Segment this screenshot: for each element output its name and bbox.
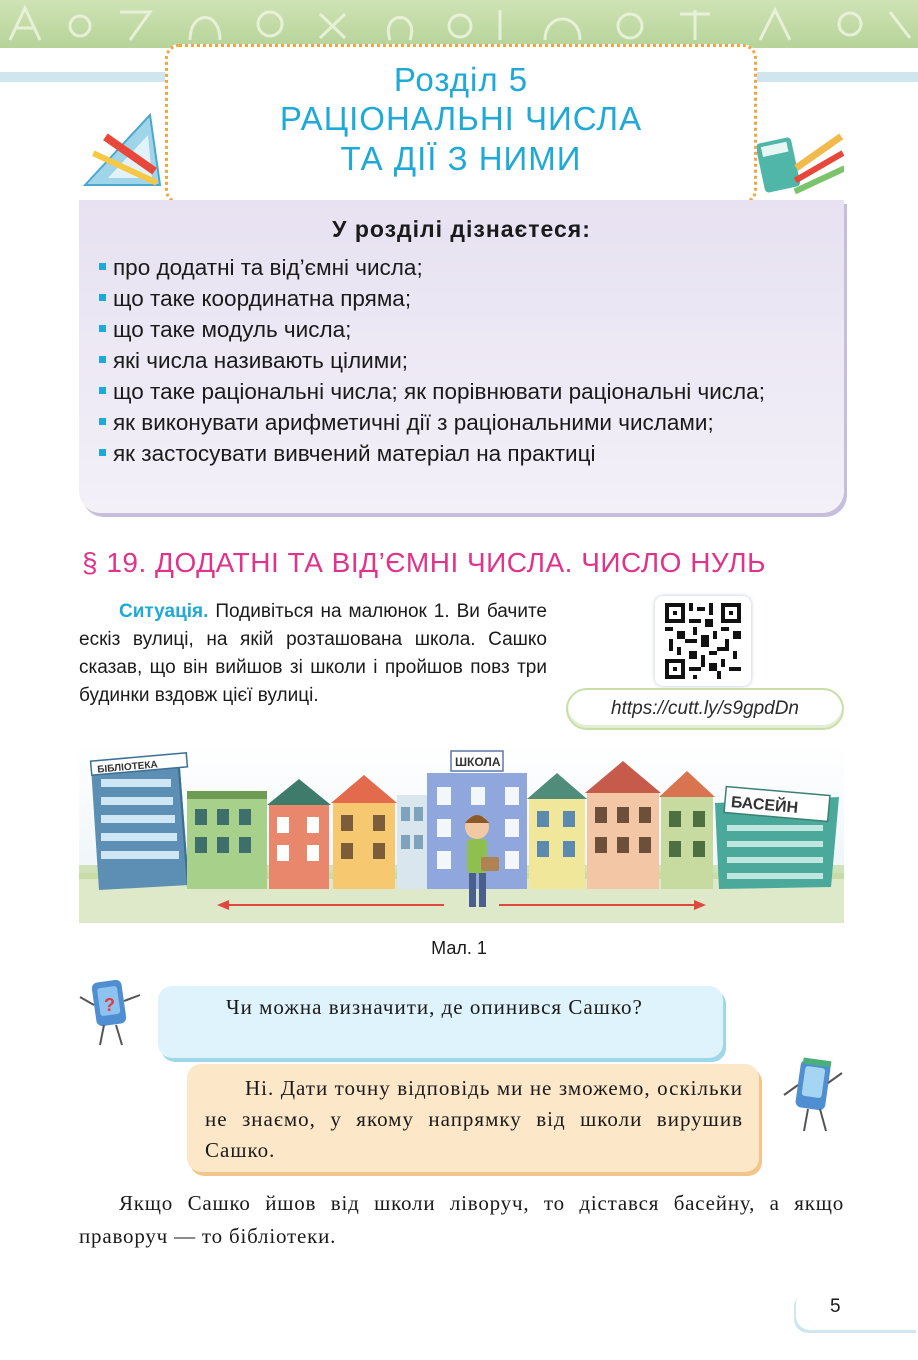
top-decorative-band — [0, 0, 918, 48]
list-item: що таке координатна пряма; — [97, 283, 837, 314]
question-bubble — [158, 986, 723, 1058]
pool-building — [715, 787, 839, 889]
chapter-title-line-2: ТА ДІЇ З НИМИ — [340, 140, 582, 177]
street-illustration — [79, 745, 844, 923]
chapter-title-line-1: РАЦІОНАЛЬНІ ЧИСЛА — [279, 100, 643, 137]
page-number-tab — [796, 1290, 918, 1330]
qr-code[interactable] — [655, 596, 751, 686]
chapter-number: Розділ 5 — [393, 61, 529, 98]
qr-code-icon — [665, 603, 741, 679]
house-row-right — [527, 761, 715, 889]
library-sign: БІБЛІОТЕКА — [96, 759, 159, 776]
learning-outcomes-list — [97, 252, 837, 469]
list-item: які числа називають цілими; — [97, 345, 837, 376]
answer-bubble — [187, 1064, 759, 1172]
answer-character-icon — [780, 1055, 850, 1140]
school-sign: ШКОЛА — [455, 755, 501, 769]
figure-caption: Мал. 1 — [431, 938, 487, 958]
list-item: як виконувати арифметичні дії з раціональними числами; — [97, 407, 837, 438]
learning-outcomes-box — [79, 200, 844, 513]
question-text: Чи можна визначити, де опинився Сашко? — [226, 995, 643, 1019]
list-item: про додатні та від’ємні числа; — [97, 252, 837, 283]
math-doodles-decoration — [0, 0, 918, 48]
situation-text: Подивіться на малюнок 1. Ви бачите ескіз вулиці, на якій розташована школа. Сашко сказав, що він вийшов зі школи і пройшов повз три будинки вздовж цієї вулиці. — [79, 601, 547, 706]
pool-sign: БАСЕЙН — [730, 794, 799, 817]
page-number: 5 — [830, 1296, 841, 1317]
ruler-triangle-icon — [80, 110, 170, 195]
situation-paragraph — [79, 598, 547, 710]
calculator-pencils-icon — [752, 110, 844, 200]
closing-paragraph — [79, 1187, 844, 1253]
situation-label: Ситуація. — [119, 601, 209, 622]
question-character-icon — [78, 975, 148, 1055]
section-title: § 19. ДОДАТНІ ТА ВІД’ЄМНІ ЧИСЛА. ЧИСЛО НУЛЬ — [82, 547, 767, 578]
library-building — [91, 753, 189, 890]
answer-text: Ні. Дати точну відповідь ми не зможемо, оскільки не знаємо, у якому напрямку від школи вирушив Сашко. — [205, 1076, 743, 1162]
resource-link[interactable]: https://cutt.ly/s9gpdDn — [566, 688, 844, 730]
list-item: що таке модуль числа; — [97, 314, 837, 345]
chapter-heading-card — [165, 44, 757, 204]
closing-text: Якщо Сашко йшов від школи ліворуч, то дістався басейну, а якщо праворуч — то бібліотеки. — [79, 1191, 844, 1248]
list-item: що таке раціональні числа; як порівнювати раціональні числа; — [97, 376, 837, 407]
learning-outcomes-title: У розділі дізнаєтеся: — [332, 216, 591, 242]
list-item: як застосувати вивчений матеріал на практиці — [97, 438, 837, 469]
svg-text:?: ? — [104, 995, 115, 1015]
